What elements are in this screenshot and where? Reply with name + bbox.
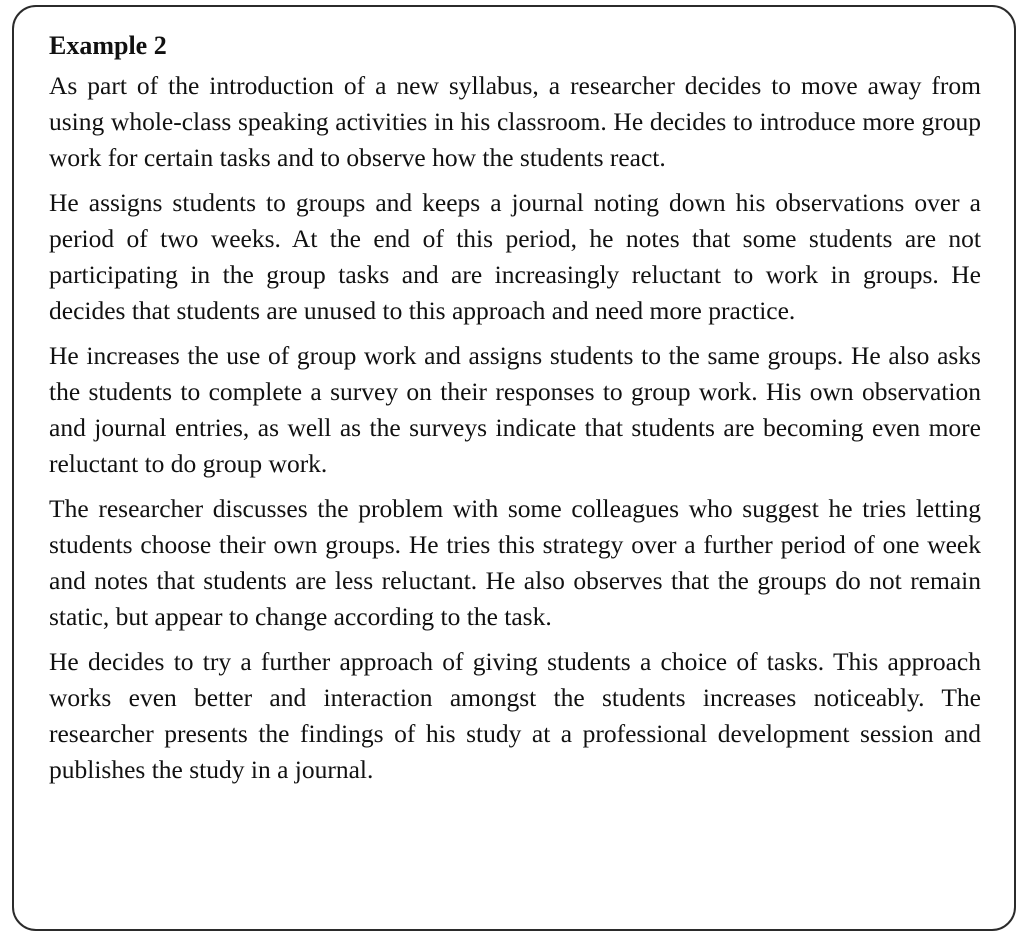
example-title: Example 2 bbox=[49, 31, 167, 60]
paragraph-1: As part of the introduction of a new syllabus, a researcher decides to move away from using whole-class speaking activities in his classroom. He decides to introduce more group work for certain tasks and to observe how the students react. bbox=[49, 71, 981, 172]
paragraph-4: The researcher discusses the problem with some colleagues who suggest he tries letting students choose their own groups. He tries this strategy over a further period of one week and notes that students are less reluctant. He also observes that the groups do not remain static, but appear to change according to the task. bbox=[49, 494, 981, 631]
example-box bbox=[12, 5, 1016, 931]
paragraph-2: He assigns students to groups and keeps a journal noting down his observations over a period of two weeks. At the end of this period, he notes that some students are not participating in the group tasks and are increasingly reluctant to work in groups. He decides that students are unused to this approach and need more practice. bbox=[49, 188, 981, 325]
example-content bbox=[49, 30, 981, 797]
paragraph-5: He decides to try a further approach of giving students a choice of tasks. This approach works even better and interaction amongst the students increases noticeably. The researcher presents the findings of his study at a professional development session and publishes the study in a journal. bbox=[49, 647, 981, 784]
paragraph-3: He increases the use of group work and assigns students to the same groups. He also asks the students to complete a survey on their responses to group work. His own observation and journal entries, as well as the surveys indicate that students are becoming even more reluctant to do group work. bbox=[49, 341, 981, 478]
